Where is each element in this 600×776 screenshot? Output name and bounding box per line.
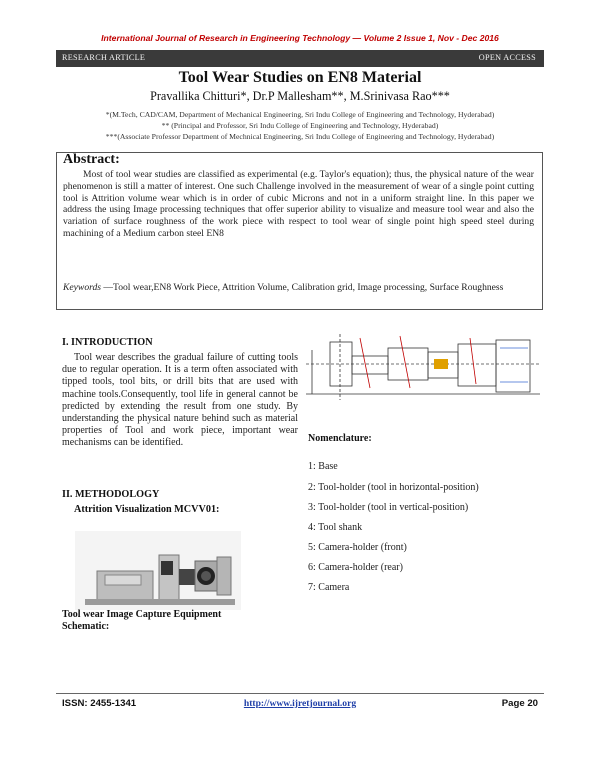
methodology-heading: II. METHODOLOGY: [62, 489, 160, 500]
footer-divider: [56, 693, 544, 694]
keywords-text: —Tool wear,EN8 Work Piece, Attrition Volume, Calibration grid, Image processing, Surface Roughness: [101, 282, 504, 293]
paper-authors: Pravallika Chitturi*, Dr.P Mallesham**, M.Srinivasa Rao***: [150, 89, 450, 103]
keywords-label: Keywords: [63, 282, 102, 293]
introduction-text: Tool wear describes the gradual failure of cutting tools due to regular operation. It is a term often associated with tipped tools, tool bits, or drill bits that are used with machine tools.Consequently, tool life in general cannot be predicted by extending the result from one study. By understanding the physical nature behind such as material properties of Tool and work piece, important wear mechanisms can be identified.: [62, 352, 298, 449]
nomenclature-item: 5: Camera-holder (front): [308, 542, 407, 553]
journal-header: International Journal of Research in Engineering Technology — Volume 2 Issue 1, Nov - Dec 2016: [101, 33, 499, 43]
nomenclature-item: 2: Tool-holder (tool in horizontal-position): [308, 482, 479, 493]
abstract-text: Most of tool wear studies are classified as experimental (e.g. Taylor's equation); thus, the physical nature of the wear phenomenon is still a matter of interest. One such Challenge involved in the measurement of wear of a single point cutting tool is Attrition volume wear which is in order of cubic Microns and not in a uniform straight line. In this paper we address the using Image processing techniques that offer superior ability to visualize and measure tool wear and also the variation of surface roughness of the work piece with respect to tool wear of single point high speed steel during machining of a Medium carbon steel EN8: [63, 169, 534, 239]
paper-title: Tool Wear Studies on EN8 Material: [178, 69, 422, 86]
caption-line-2: Schematic:: [62, 621, 110, 632]
affiliation-1: *(M.Tech, CAD/CAM, Department of Mechanical Engineering, Sri Indu College of Engineering and Technology, Hyderabad): [105, 110, 495, 119]
nomenclature-item: 1: Base: [308, 461, 338, 472]
nomenclature-heading: Nomenclature:: [308, 433, 372, 444]
equipment-photo: [75, 531, 241, 610]
affiliation-3: ***(Associate Professor Department of Mechnical Engineering, Sri Indu College of Engineering and Technology, Hyderabad): [105, 132, 495, 141]
nomenclature-item: 3: Tool-holder (tool in vertical-position): [308, 502, 469, 513]
page-number: Page 20: [501, 698, 538, 709]
affiliation-2: ** (Principal and Professor, Sri Indu College of Engineering and Technology, Hyderabad): [161, 121, 439, 130]
schematic-diagram: [300, 328, 547, 405]
journal-link[interactable]: http://www.ijretjournal.org: [243, 698, 357, 709]
keywords: [63, 282, 534, 294]
article-type-label: RESEARCH ARTICLE: [62, 53, 146, 62]
introduction-heading: I. INTRODUCTION: [62, 337, 153, 348]
nomenclature-item: 4: Tool shank: [308, 522, 363, 533]
nomenclature-item: 7: Camera: [308, 582, 350, 593]
methodology-subheading: Attrition Visualization MCVV01:: [74, 504, 220, 515]
abstract-heading: Abstract:: [63, 152, 120, 167]
footer-issn: ISSN: 2455-1341: [62, 698, 137, 709]
figure-caption: [62, 609, 262, 633]
open-access-label: OPEN ACCESS: [478, 53, 536, 62]
nomenclature-item: 6: Camera-holder (rear): [308, 562, 403, 573]
caption-line-1: Tool wear Image Capture Equipment: [62, 609, 222, 620]
